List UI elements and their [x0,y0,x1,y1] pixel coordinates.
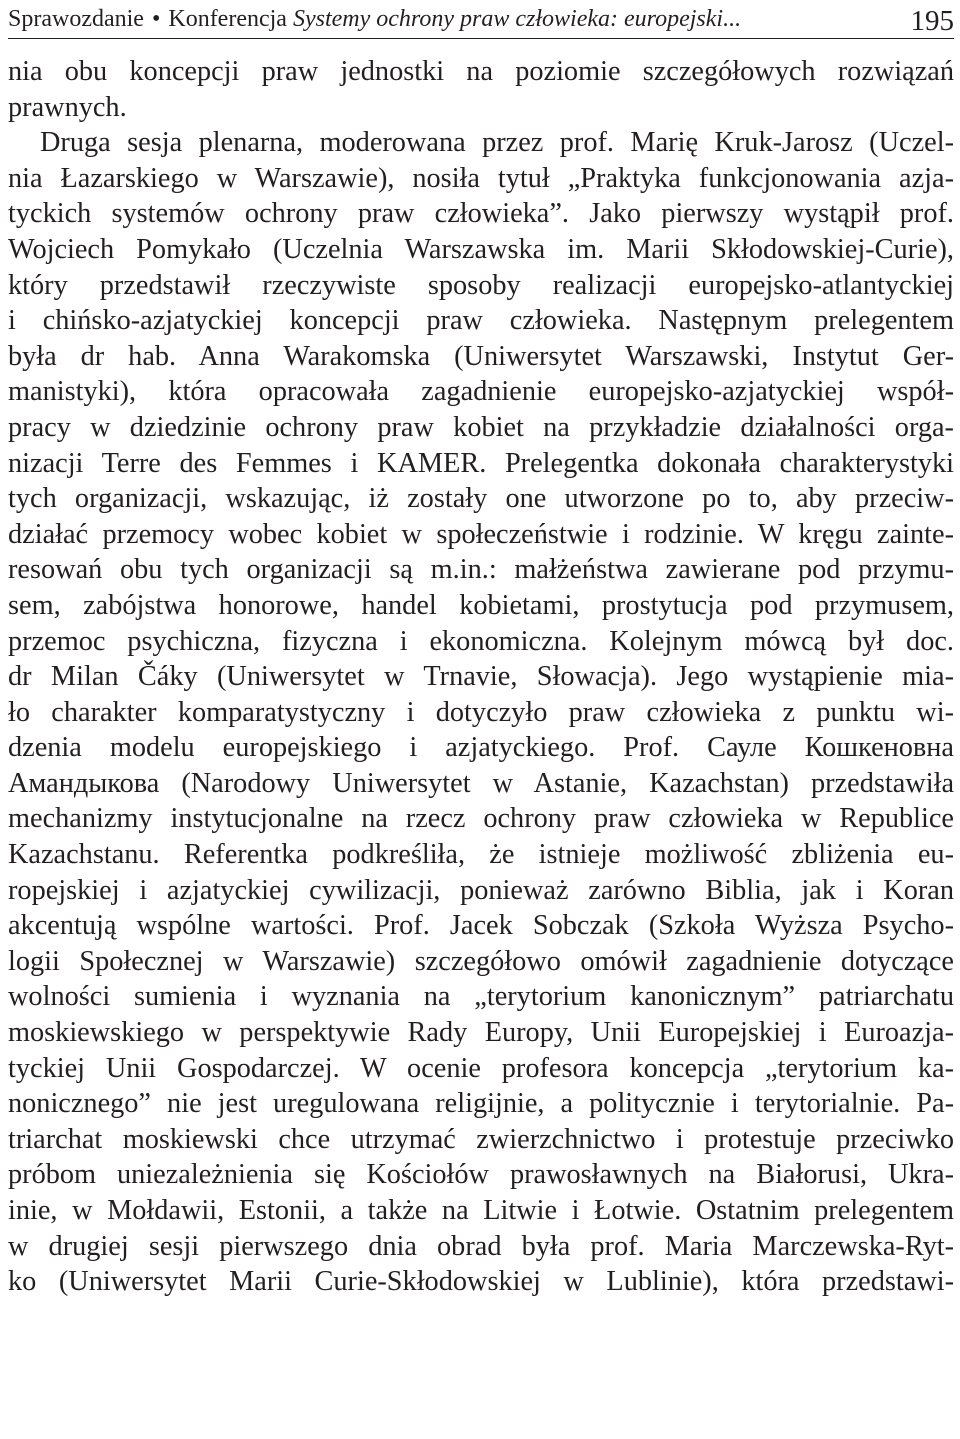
text-line: w drugiej sesji pierwszego dnia obrad była prof. Maria Marczewska-Ryt- [8,1230,954,1262]
text-line: ło charakter komparatystyczny i dotyczyło praw człowieka z punktu wi- [8,696,954,728]
text-line: który przedstawił rzeczywiste sposoby realizacji europejsko-atlantyckiej [8,269,954,301]
document-page [8,0,954,1439]
text-line: i chińsko-azjatyckiej koncepcji praw człowieka. Następnym prelegentem [8,305,954,337]
running-header [8,4,954,39]
paragraph-first-line: Druga sesja plenarna, moderowana przez prof. Marię Kruk-Jarosz (Uczel- [40,127,954,159]
text-line: Wojciech Pomykało (Uczelnia Warszawska im. Marii Skłodowskiej-Curie), [8,233,954,265]
header-section-label: Sprawozdanie [8,6,144,32]
text-line: manistyki), która opracowała zagadnienie europejsko-azjatyckiej współ- [8,376,954,408]
text-line: akcentują wspólne wartości. Prof. Jacek Sobczak (Szkoła Wyższa Psycho- [8,910,954,942]
text-line: dr Milan Čáky (Uniwersytet w Trnavie, Słowacja). Jego wystąpienie mia- [8,661,954,693]
text-line: nizacji Terre des Femmes i KAMER. Prelegentka dokonała charakterystyki [8,447,954,479]
page-number: 195 [910,5,954,37]
text-line: resowań obu tych organizacji są m.in.: małżeństwa zawierane pod przymu- [8,554,954,586]
body-text [8,54,954,1300]
header-conference-title: Systemy ochrony praw człowieka: europejski... [292,6,742,32]
text-line: nia Łazarskiego w Warszawie), nosiła tytuł „Praktyka funkcjonowania azja- [8,162,954,194]
text-line: działać przemocy wobec kobiet w społeczeństwie i rodzinie. W kręgu zainte- [8,518,954,550]
text-line: dzenia modelu europejskiego i azjatyckiego. Prof. Сауле Кошкеновна [8,732,954,764]
text-line: inie, w Mołdawii, Estonii, a także na Litwie i Łotwie. Ostatnim prelegentem [8,1195,954,1226]
text-line: nia obu koncepcji praw jednostki na poziomie szczegółowych rozwiązań [8,56,954,87]
header-separator: • [151,6,161,32]
running-header-title [8,4,741,34]
text-line: prawnych. [8,91,127,123]
text-line: tyckich systemów ochrony praw człowieka”. Jako pierwszy wystąpił prof. [8,198,954,230]
text-line: Kazachstanu. Referentka podkreśliła, że istnieje możliwość zbliżenia eu- [8,839,954,871]
text-line: ropejskiej i azjatyckiej cywilizacji, ponieważ zarówno Biblia, jak i Koran [8,874,954,906]
text-line: mechanizmy instytucjonalne na rzecz ochrony praw człowieka w Republice [8,803,954,835]
text-line: tych organizacji, wskazując, iż zostały one utworzone po to, aby przeciw- [8,483,954,515]
text-line: przemoc psychiczna, fizyczna i ekonomiczna. Kolejnym mówcą był doc. [8,625,954,657]
text-line: ko (Uniwersytet Marii Curie-Skłodowskiej w Lublinie), która przedstawi- [8,1266,954,1298]
text-line: próbom uniezależnienia się Kościołów prawosławnych na Białorusi, Ukra- [8,1159,954,1191]
text-line: nonicznego” nie jest uregulowana religijnie, a politycznie i terytorialnie. Pa- [8,1088,954,1120]
text-line: Амандыкова (Narodowy Uniwersytet w Astanie, Kazachstan) przedstawiła [8,767,954,799]
text-line: tyckiej Unii Gospodarczej. W ocenie profesora koncepcja „terytorium ka- [8,1052,954,1084]
text-line: triarchat moskiewski chce utrzymać zwierzchnictwo i protestuje przeciwko [8,1123,954,1155]
text-line: pracy w dziedzinie ochrony praw kobiet na przykładzie działalności orga- [8,411,954,443]
text-line: moskiewskiego w perspektywie Rady Europy, Unii Europejskiej i Euroazja- [8,1017,954,1049]
text-line: wolności sumienia i wyznania na „terytorium kanonicznym” patriarchatu [8,981,954,1013]
text-line: sem, zabójstwa honorowe, handel kobietami, prostytucja pod przymusem, [8,589,954,621]
header-conference-prefix: Konferencja [168,6,287,32]
text-line: logii Społecznej w Warszawie) szczegółowo omówił zagadnienie dotyczące [8,945,954,977]
text-line: była dr hab. Anna Warakomska (Uniwersytet Warszawski, Instytut Ger- [8,340,954,372]
